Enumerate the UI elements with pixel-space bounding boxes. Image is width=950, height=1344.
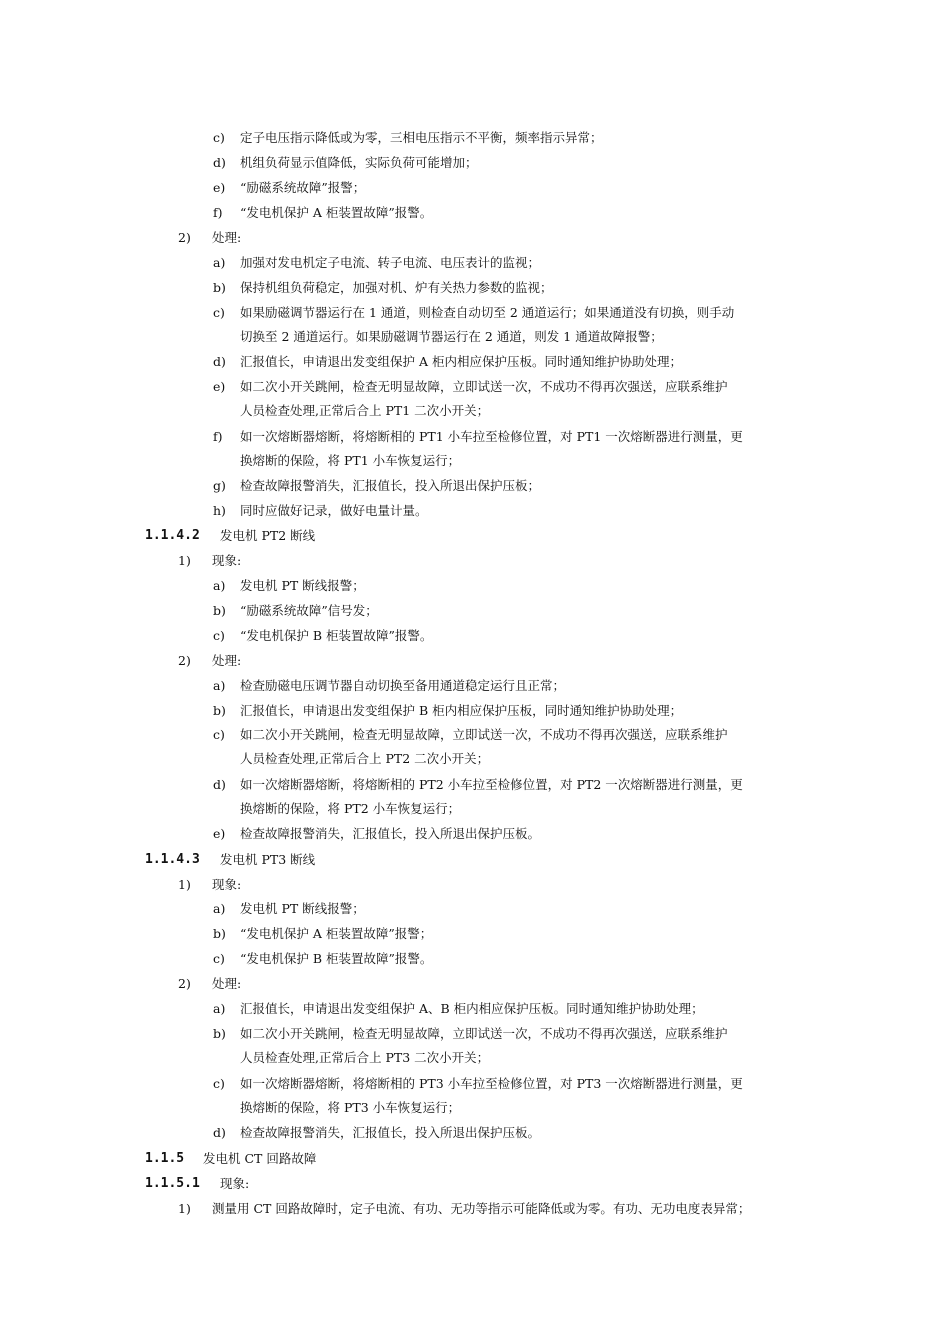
- item-text: “发电机保护 B 柜装置故障”报警。: [240, 628, 433, 643]
- item-text-cont: 人员检查处理,正常后合上 PT1 二次小开关；: [240, 403, 490, 418]
- item-marker: d): [213, 354, 226, 369]
- handling-label: 处理:: [212, 230, 242, 245]
- handling-marker: 2): [178, 976, 191, 991]
- item-text: 检查励磁电压调节器自动切换至备用通道稳定运行且正常；: [240, 678, 566, 693]
- item-text: 如二次小开关跳闸，检查无明显故障，立即试送一次，不成功不得再次强送，应联系维护: [240, 727, 728, 742]
- item-marker: e): [213, 826, 226, 841]
- phenomenon-marker: 1): [178, 877, 191, 892]
- item-marker: c): [213, 305, 225, 320]
- item-marker: a): [213, 255, 226, 270]
- item-text: 检查故障报警消失，汇报值长，投入所退出保护压板；: [240, 478, 541, 493]
- item-text: 汇报值长，申请退出发变组保护 A 柜内相应保护压板。同时通知维护协助处理；: [240, 354, 682, 369]
- phenomenon-label: 现象:: [212, 553, 242, 568]
- section-title: 发电机 CT 回路故障: [203, 1151, 317, 1166]
- item-text: 机组负荷显示值降低，实际负荷可能增加；: [240, 155, 478, 170]
- handling-marker: 2): [178, 653, 191, 668]
- item-text-cont: 切换至 2 通道运行。如果励磁调节器运行在 2 通道，则发 1 通道故障报警；: [240, 329, 663, 344]
- item-marker: d): [213, 1125, 226, 1140]
- item-marker: c): [213, 130, 225, 145]
- handling-label: 处理:: [212, 653, 242, 668]
- item-marker: b): [213, 280, 226, 295]
- item-marker: e): [213, 180, 226, 195]
- item-text: 如果励磁调节器运行在 1 通道，则检查自动切至 2 通道运行；如果通道没有切换，则手动: [240, 305, 735, 320]
- section-title: 现象:: [220, 1176, 250, 1191]
- item-marker: c): [213, 1076, 225, 1091]
- item-text: 保持机组负荷稳定，加强对机、炉有关热力参数的监视；: [240, 280, 553, 295]
- section-number: 1.1.4.3: [145, 852, 200, 867]
- item-text: “发电机保护 B 柜装置故障”报警。: [240, 951, 433, 966]
- item-text: 定子电压指示降低或为零，三相电压指示不平衡，频率指示异常；: [240, 130, 603, 145]
- item-marker: a): [213, 678, 226, 693]
- item-marker: a): [213, 578, 226, 593]
- handling-label: 处理:: [212, 976, 242, 991]
- item-text: 发电机 PT 断线报警；: [240, 578, 365, 593]
- item-text: 加强对发电机定子电流、转子电流、电压表计的监视；: [240, 255, 541, 270]
- item-text-cont: 换熔断的保险，将 PT2 小车恢复运行；: [240, 801, 461, 816]
- item-marker: d): [213, 155, 226, 170]
- item-text: “发电机保护 A 柜装置故障”报警。: [240, 205, 433, 220]
- handling-marker: 2): [178, 230, 191, 245]
- item-marker: g): [213, 478, 226, 493]
- item-text-cont: 人员检查处理,正常后合上 PT2 二次小开关；: [240, 751, 490, 766]
- item-text: 如一次熔断器熔断，将熔断相的 PT2 小车拉至检修位置，对 PT2 一次熔断器进行测量，更: [240, 777, 743, 792]
- item-marker: b): [213, 703, 226, 718]
- item-text: “励磁系统故障”信号发；: [240, 603, 378, 618]
- item-marker: a): [213, 1001, 226, 1016]
- item-text: 如二次小开关跳闸，检查无明显故障，立即试送一次，不成功不得再次强送，应联系维护: [240, 379, 728, 394]
- section-title: 发电机 PT2 断线: [220, 528, 316, 543]
- item-marker: c): [213, 628, 225, 643]
- item-marker: f): [213, 429, 223, 444]
- item-text: 如一次熔断器熔断，将熔断相的 PT3 小车拉至检修位置，对 PT3 一次熔断器进行测量，更: [240, 1076, 743, 1091]
- section-number: 1.1.5.1: [145, 1176, 200, 1191]
- item-text: 汇报值长，申请退出发变组保护 B 柜内相应保护压板，同时通知维护协助处理；: [240, 703, 683, 718]
- phenomenon-marker: 1): [178, 553, 191, 568]
- item-text-cont: 换熔断的保险，将 PT1 小车恢复运行；: [240, 453, 461, 468]
- phenomenon-label: 现象:: [212, 877, 242, 892]
- item-text-cont: 换熔断的保险，将 PT3 小车恢复运行；: [240, 1100, 461, 1115]
- item-marker: e): [213, 379, 226, 394]
- item-marker: 1): [178, 1201, 191, 1216]
- item-marker: c): [213, 951, 225, 966]
- section-title: 发电机 PT3 断线: [220, 852, 316, 867]
- item-text-cont: 人员检查处理,正常后合上 PT3 二次小开关；: [240, 1050, 490, 1065]
- item-text: 检查故障报警消失，汇报值长，投入所退出保护压板。: [240, 1125, 541, 1140]
- item-text: 如一次熔断器熔断，将熔断相的 PT1 小车拉至检修位置，对 PT1 一次熔断器进行测量，更: [240, 429, 743, 444]
- item-text: 同时应做好记录，做好电量计量。: [240, 503, 428, 518]
- section-number: 1.1.4.2: [145, 528, 200, 543]
- item-marker: c): [213, 727, 225, 742]
- item-marker: h): [213, 503, 226, 518]
- item-text: 汇报值长，申请退出发变组保护 A、B 柜内相应保护压板。同时通知维护协助处理；: [240, 1001, 704, 1016]
- item-text: 测量用 CT 回路故障时，定子电流、有功、无功等指示可能降低或为零。有功、无功电度表异常；: [212, 1201, 751, 1216]
- item-text: 发电机 PT 断线报警；: [240, 901, 365, 916]
- item-text: 如二次小开关跳闸，检查无明显故障，立即试送一次，不成功不得再次强送，应联系维护: [240, 1026, 728, 1041]
- item-marker: b): [213, 1026, 226, 1041]
- item-marker: b): [213, 926, 226, 941]
- item-text: “励磁系统故障”报警；: [240, 180, 366, 195]
- item-marker: f): [213, 205, 223, 220]
- item-marker: a): [213, 901, 226, 916]
- item-text: 检查故障报警消失，汇报值长，投入所退出保护压板。: [240, 826, 541, 841]
- item-marker: b): [213, 603, 226, 618]
- item-text: “发电机保护 A 柜装置故障”报警；: [240, 926, 433, 941]
- section-number: 1.1.5: [145, 1151, 185, 1166]
- item-marker: d): [213, 777, 226, 792]
